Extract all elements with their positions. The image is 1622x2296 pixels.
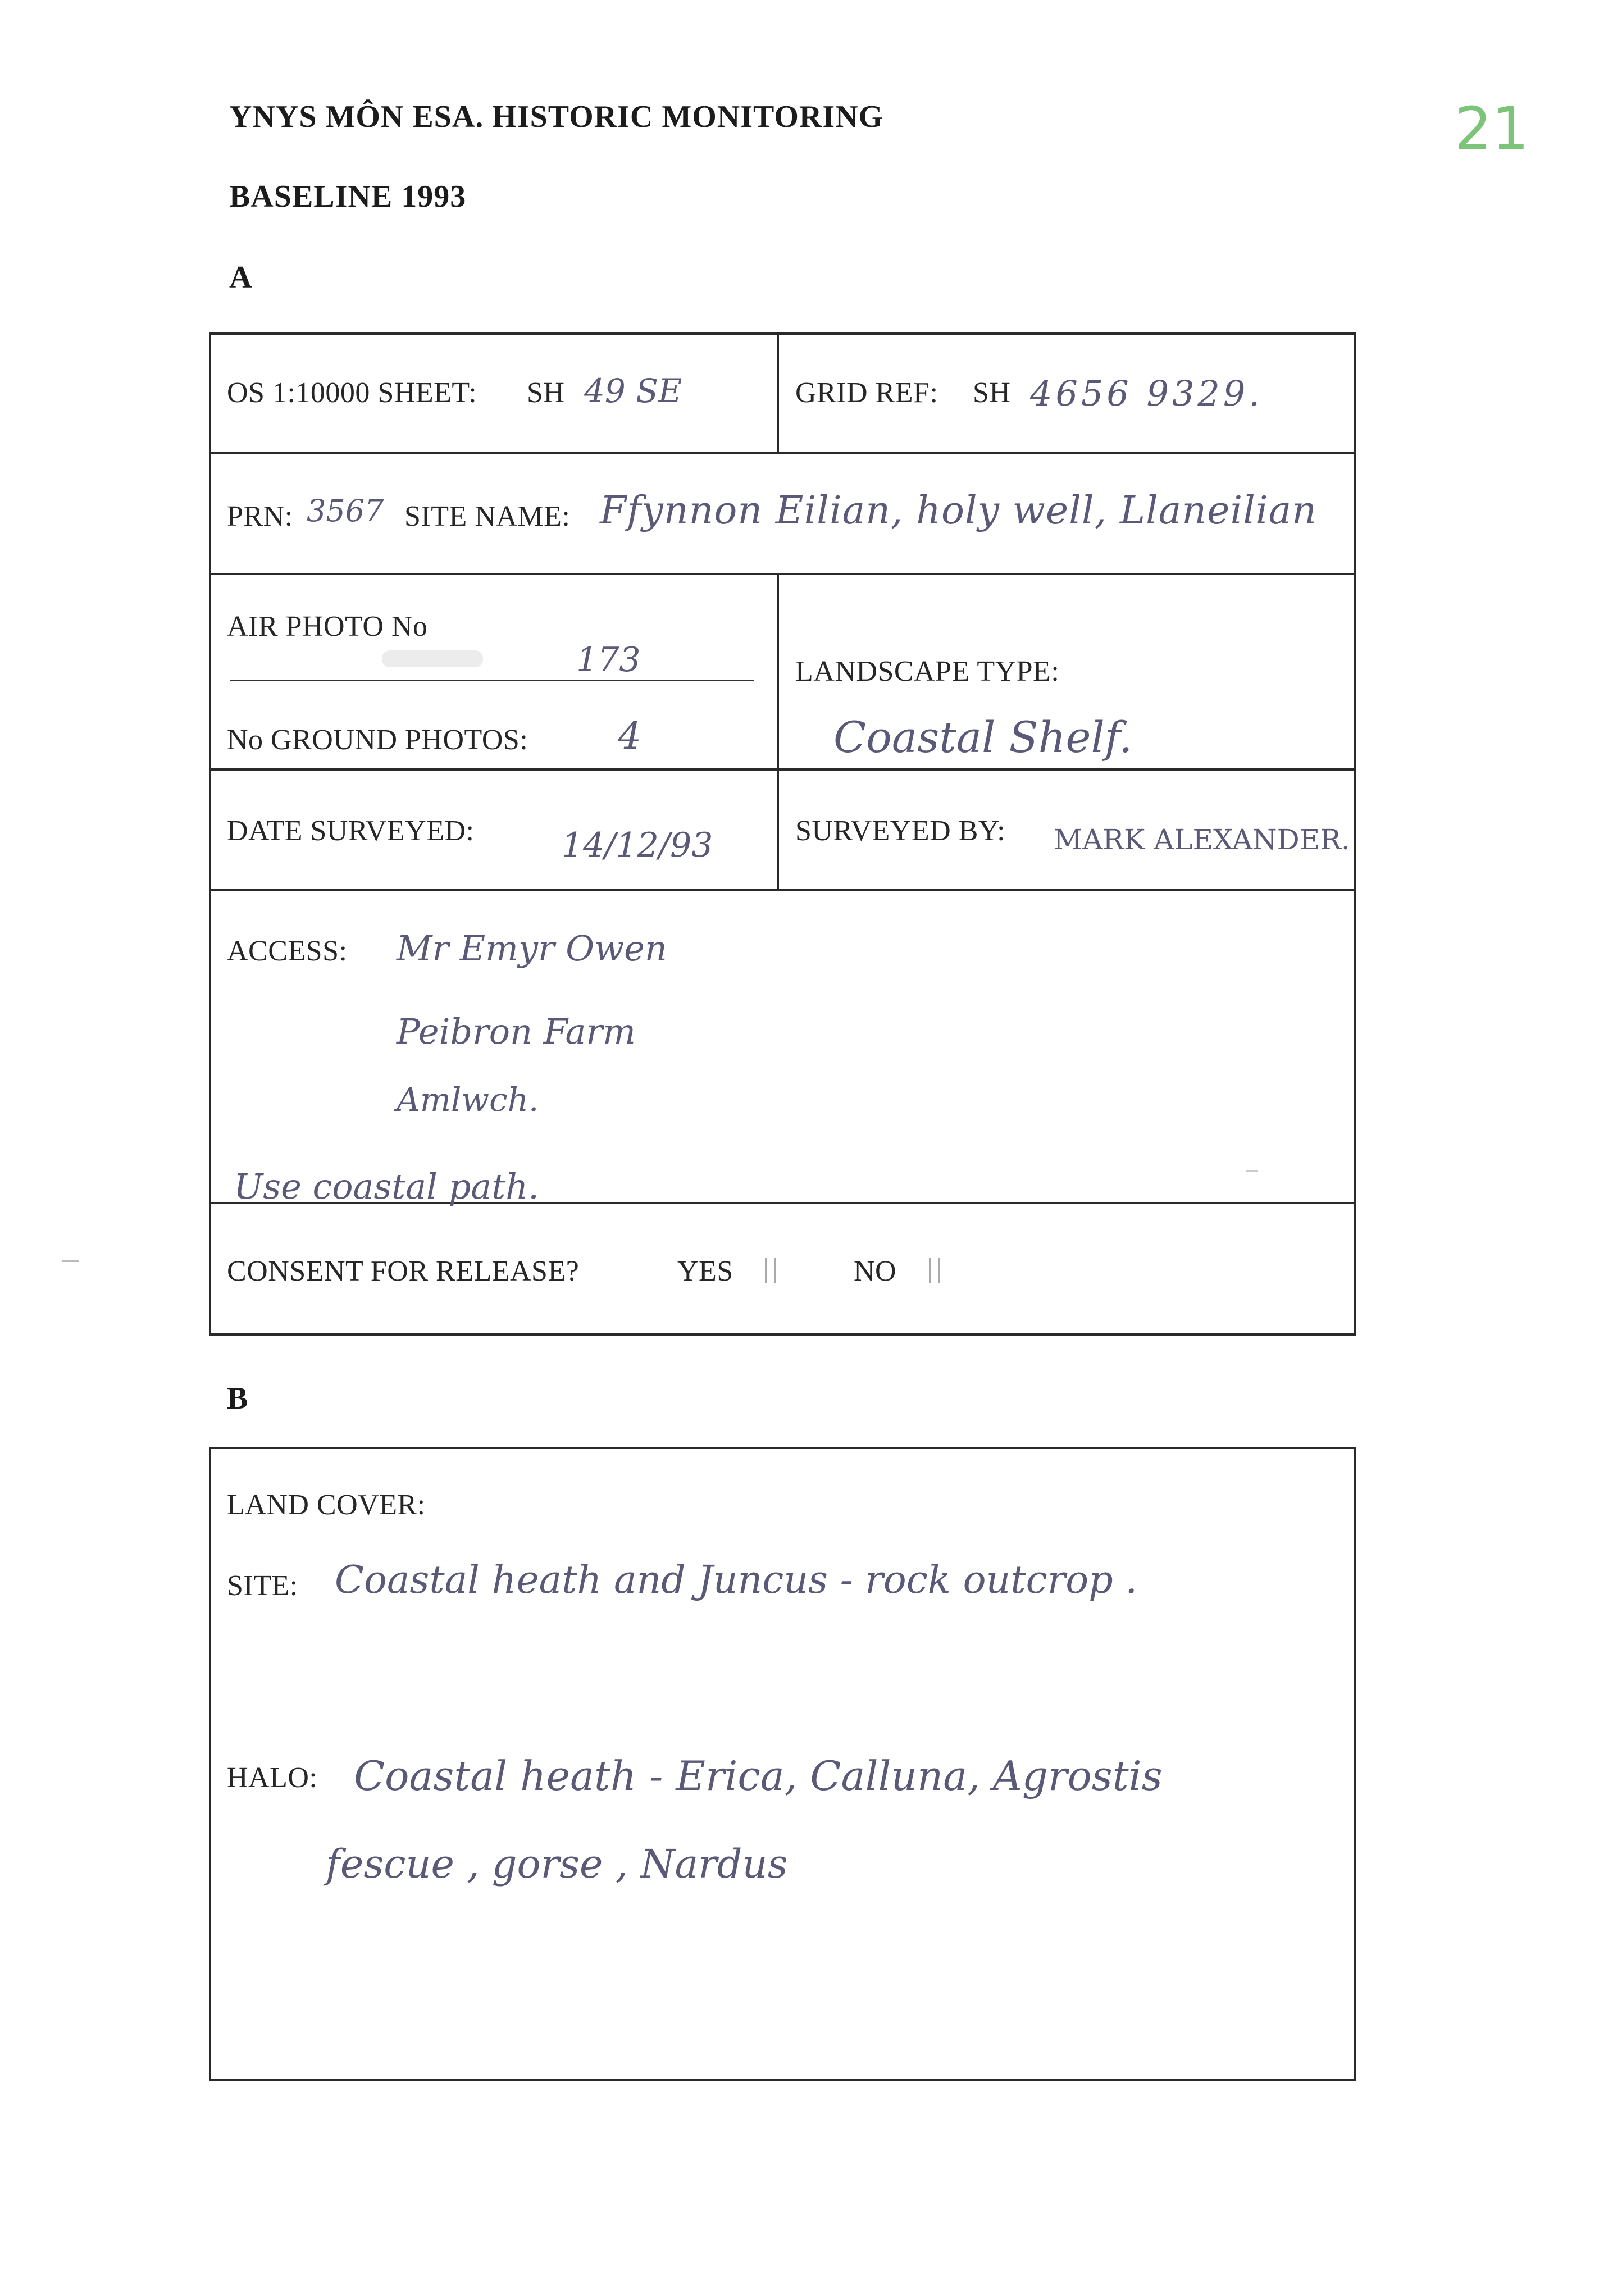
os-sheet-value: 49 SE (584, 372, 682, 410)
access-line-2: Peibron Farm (397, 1011, 636, 1052)
site-value: Coastal heath and Juncus - rock outcrop . (335, 1558, 1137, 1602)
os-sheet-label: OS 1:10000 SHEET: (227, 377, 477, 409)
landscape-type-value: Coastal Shelf. (833, 712, 1133, 762)
access-line-1: Mr Emyr Owen (397, 928, 667, 969)
form-title: YNYS MÔN ESA. HISTORIC MONITORING (229, 99, 884, 134)
consent-yes-checkbox[interactable] (765, 1258, 776, 1283)
halo-label: HALO: (227, 1762, 318, 1794)
air-photo-underline (230, 680, 754, 681)
consent-label: CONSENT FOR RELEASE? (227, 1255, 580, 1287)
site-name-label: SITE NAME: (404, 500, 571, 532)
row-divider-3 (209, 768, 1356, 771)
page-number: 21 (1455, 94, 1529, 163)
halo-line-1: Coastal heath - Erica, Calluna, Agrostis (354, 1752, 1163, 1800)
scan-mark-right (1246, 1170, 1258, 1172)
date-surveyed-value: 14/12/93 (562, 826, 713, 865)
consent-no-label: NO (854, 1255, 897, 1287)
landscape-type-label: LANDSCAPE TYPE: (795, 655, 1060, 687)
prn-value: 3567 (307, 493, 384, 529)
consent-yes-label: YES (677, 1255, 733, 1287)
access-label: ACCESS: (227, 935, 348, 967)
row-divider-1 (209, 452, 1356, 454)
date-surveyed-label: DATE SURVEYED: (227, 815, 475, 847)
air-photo-value: 173 (576, 640, 641, 680)
row-divider-4 (209, 889, 1356, 891)
site-name-value: Ffynnon Eilian, holy well, Llaneilian (600, 489, 1317, 533)
section-b-label: B (227, 1381, 249, 1416)
access-note: Use coastal path. (234, 1166, 539, 1207)
air-photo-label: AIR PHOTO No (227, 611, 428, 643)
section-a-label: A (229, 260, 253, 295)
halo-line-2: fescue , gorse , Nardus (326, 1841, 788, 1887)
form-subtitle: BASELINE 1993 (229, 179, 467, 214)
grid-ref-label: GRID REF: (795, 377, 938, 409)
site-label: SITE: (227, 1570, 298, 1602)
ground-photos-label: No GROUND PHOTOS: (227, 724, 528, 756)
grid-ref-value: 4656 9329. (1030, 373, 1263, 414)
air-photo-smudge (382, 650, 483, 667)
grid-ref-prefix: SH (973, 377, 1011, 409)
land-cover-label: LAND COVER: (227, 1489, 426, 1521)
prn-label: PRN: (227, 500, 293, 532)
consent-no-checkbox[interactable] (929, 1258, 940, 1283)
surveyed-by-value: MARK ALEXANDER. (1054, 823, 1350, 856)
col-divider-2 (777, 573, 779, 889)
os-sheet-prefix: SH (527, 377, 565, 409)
surveyed-by-label: SURVEYED BY: (795, 815, 1006, 847)
scan-mark-left (62, 1260, 79, 1262)
ground-photos-value: 4 (618, 714, 641, 758)
row-divider-2 (209, 573, 1356, 575)
access-line-3: Amlwch. (397, 1081, 539, 1119)
col-divider-1 (777, 332, 779, 452)
